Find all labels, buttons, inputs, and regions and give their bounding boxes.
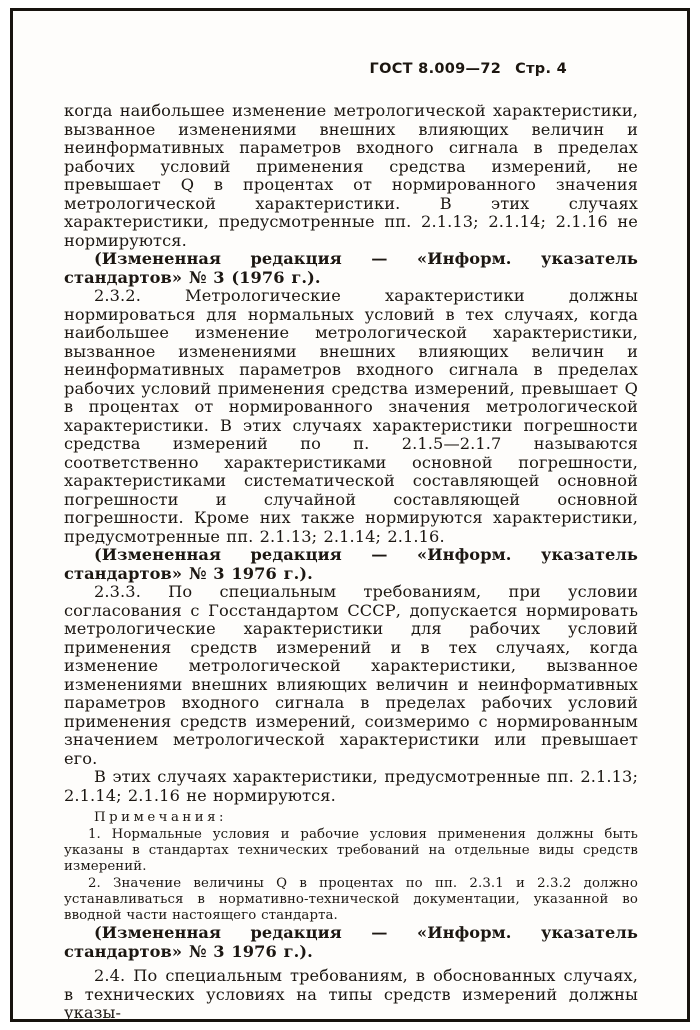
note-1: 1. Нормальные условия и рабочие условия применения должны быть указаны в стандартах технических требований на отдельные виды средств измерений. <box>64 827 638 875</box>
revision-note-3: (Измененная редакция — «Информ. указатель стандартов» № 3 1976 г.). <box>64 923 638 961</box>
paragraph-continuation: когда наибольшее изменение метрологической характеристики, вызванное изменениями внешних влияющих величин и неинформативных параметров входного сигнала в пределах рабочих условий применения средства измерений, не превышает Q в процентах от нормированного значения метрологической характеристики. В этих случаях характеристики, предусмотренные пп. 2.1.13; 2.1.14; 2.1.16 не нормируются. <box>64 101 638 250</box>
section-2-3-3: 2.3.3. По специальным требованиям, при условии согласования с Госстандартом СССР, допускается нормировать метрологические характеристики для рабочих условий применения средств измерений и в тех случаях, когда изменение метрологической характеристики, вызванное изменениями внешних влияющих величин и неинформативных параметров входного сигнала в пределах рабочих условий применения средств измерений, соизмеримо с нормированным значением метрологической характеристики или превышает его. <box>64 582 638 768</box>
header-standard-number: ГОСТ 8.009—72 <box>369 61 502 77</box>
note-2: 2. Значение величины Q в процентах по пп. 2.3.1 и 2.3.2 должно устанавливаться в нормативно-технической документации, указанной во вводной части настоящего стандарта. <box>64 875 638 924</box>
header-page-number: Стр. 4 <box>515 61 567 77</box>
paragraph-not-normalized: В этих случаях характеристики, предусмотренные пп. 2.1.13; 2.1.14; 2.1.16 не нормируются. <box>64 767 638 805</box>
section-2-3-2: 2.3.2. Метрологические характеристики должны нормироваться для нормальных условий в тех случаях, когда наибольшее изменение метрологической характеристики, вызванное изменениями внешних влияющих величин и неинформативных параметров входного сигнала в пределах рабочих условий применения средства измерений, превышает Q в процентах от нормированного значения метрологической характеристики. В этих случаях характеристики погрешности средства измерений по п. 2.1.5—2.1.7 называются соответственно характеристиками основной погрешности, характеристиками систематической составляющей основной погрешности и случайной составляющей основной погрешности. Кроме них также нормируются характеристики, предусмотренные пп. 2.1.13; 2.1.14; 2.1.16. <box>64 286 638 546</box>
revision-note-2: (Измененная редакция — «Информ. указатель стандартов» № 3 1976 г.). <box>64 545 638 583</box>
page-border-frame <box>10 8 690 1022</box>
revision-note-1: (Измененная редакция — «Информ. указатель стандартов» № 3 (1976 г.). <box>64 249 638 287</box>
document-body <box>13 77 687 1023</box>
page-header <box>13 61 687 77</box>
section-2-4: 2.4. По специальным требованиям, в обоснованных случаях, в технических условиях на типы средств измерений должны указы- <box>64 966 638 1023</box>
notes-heading: Примечания: <box>94 810 227 825</box>
